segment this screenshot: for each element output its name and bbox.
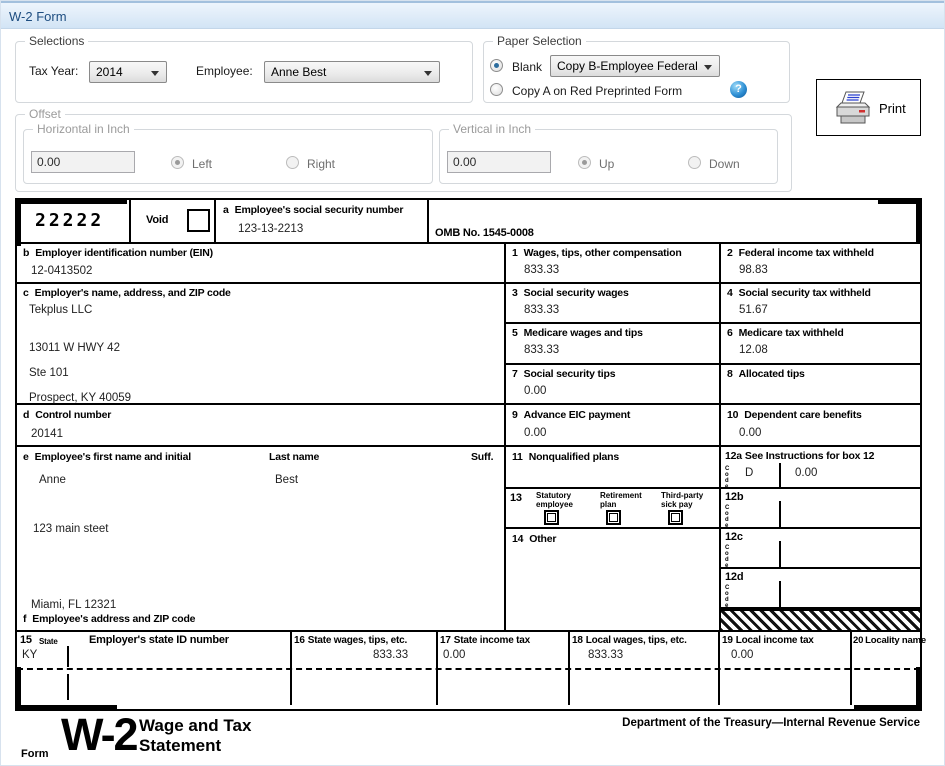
box-4-label: Social security tax withheld <box>738 287 871 299</box>
box-b-label: Employer identification number (EIN) <box>35 247 213 259</box>
employer-city: Prospect, KY 40059 <box>29 392 132 404</box>
box-18-label: Local wages, tips, etc. <box>585 635 687 646</box>
box-5-num: 5 <box>512 327 518 339</box>
vertical-offset-input[interactable] <box>447 151 551 173</box>
void-checkbox <box>187 209 210 232</box>
titlebar <box>1 1 944 29</box>
box-12a-num: 12a <box>725 450 742 462</box>
statutory-employee-label: Statutory employee <box>536 491 573 509</box>
box-16-value: 833.33 <box>373 649 409 661</box>
box-7-cell <box>506 365 721 405</box>
employer-name: Tekplus LLC <box>29 304 93 316</box>
box-14-num: 14 <box>512 533 524 545</box>
box-12b-cell <box>721 489 920 529</box>
statutory-employee-checkbox <box>544 510 559 525</box>
retirement-plan-label: Retirement plan <box>600 491 642 509</box>
suffix-label: Suff. <box>471 451 494 463</box>
box-15-num: 15 <box>20 634 32 646</box>
row-separator <box>17 668 920 670</box>
box-2-value: 98.83 <box>739 264 768 276</box>
box-10-label: Dependent care benefits <box>744 409 862 421</box>
box-9-cell <box>506 405 721 447</box>
employer-addr1: 13011 W HWY 42 <box>29 342 120 354</box>
employee-address: 123 main steet <box>33 523 109 535</box>
paper-selection-group-label: Paper Selection <box>493 34 586 48</box>
box-2-num: 2 <box>727 247 733 259</box>
divider <box>779 463 781 487</box>
box-13-cell <box>506 489 721 529</box>
corner-mark <box>854 705 922 711</box>
void-label: Void <box>146 214 169 226</box>
box-6-num: 6 <box>727 327 733 339</box>
box-18-num: 18 <box>572 635 583 646</box>
treasury-dept-label: Department of the Treasury—Internal Revenue Service <box>622 717 920 729</box>
tax-year-dropdown[interactable] <box>89 61 167 83</box>
box-6-label: Medicare tax withheld <box>738 327 844 339</box>
control-code: 22222 <box>35 210 105 231</box>
box-d-label: Control number <box>35 409 112 421</box>
box-3-label: Social security wages <box>523 287 629 299</box>
box-15-id-label: Employer's state ID number <box>89 634 229 646</box>
box-12d-code-word: Code <box>725 585 730 609</box>
box-5-value: 833.33 <box>524 344 560 356</box>
box-b-num: b <box>23 247 30 259</box>
blank-radio-label: Blank <box>512 60 543 74</box>
box-14-cell <box>506 529 721 630</box>
box-7-label: Social security tips <box>523 368 616 380</box>
control-code-cell <box>17 200 131 244</box>
box-e-num: e <box>23 451 29 463</box>
employee-value: Anne Best <box>271 65 327 79</box>
box-11-num: 11 <box>512 451 523 463</box>
copy-a-radio-label: Copy A on Red Preprinted Form <box>512 84 683 98</box>
box-19-value: 0.00 <box>731 649 754 661</box>
box-4-value: 51.67 <box>739 304 768 316</box>
third-party-sick-pay-label: Third-party sick pay <box>661 491 704 509</box>
box-c-cell <box>17 284 506 405</box>
box-20-num: 20 <box>853 635 864 646</box>
box-a-cell <box>216 200 429 244</box>
vertical-offset-label: Vertical in Inch <box>449 122 535 136</box>
box-12d-cell <box>721 569 920 609</box>
control-number-value: 20141 <box>31 428 63 440</box>
box-b-cell <box>17 244 506 284</box>
selections-group-label: Selections <box>25 34 88 48</box>
last-name-label: Last name <box>269 451 320 463</box>
box-16-num: 16 <box>294 635 305 646</box>
print-button-label: Print <box>879 101 906 116</box>
box-1-num: 1 <box>512 247 518 259</box>
state-row <box>17 632 926 705</box>
box-20-label: Locality name <box>865 635 926 646</box>
box-c-num: c <box>23 287 29 299</box>
omb-cell <box>429 200 920 244</box>
box-16-label: State wages, tips, etc. <box>307 635 408 646</box>
box-2-label: Federal income tax withheld <box>738 247 874 259</box>
box-12b-num: 12b <box>725 491 744 503</box>
employee-label: Employee: <box>196 64 253 78</box>
copy-type-dropdown[interactable] <box>550 55 720 77</box>
box-10-cell <box>721 405 920 447</box>
box-12a-code: D <box>745 467 754 479</box>
box-f-label: Employee's address and ZIP code <box>32 613 196 625</box>
box-19-label: Local income tax <box>735 635 814 646</box>
box-9-value: 0.00 <box>524 427 547 439</box>
divider <box>779 581 781 607</box>
blank-radio[interactable] <box>490 59 503 72</box>
divider <box>779 541 781 567</box>
statement-line1: Wage and Tax <box>139 716 252 735</box>
box-e-label: Employee's first name and initial <box>34 451 192 463</box>
box-e-cell <box>17 447 506 630</box>
down-radio[interactable] <box>688 156 701 169</box>
divider <box>779 501 781 527</box>
box-10-num: 10 <box>727 409 739 421</box>
retirement-plan-checkbox <box>606 510 621 525</box>
box-3-num: 3 <box>512 287 518 299</box>
employee-city: Miami, FL 12321 <box>31 599 117 611</box>
print-button[interactable] <box>816 79 921 136</box>
box-10-value: 0.00 <box>739 427 762 439</box>
last-name-value: Best <box>275 474 299 486</box>
box-4-num: 4 <box>727 287 733 299</box>
form-word: Form <box>21 748 49 760</box>
box-17-num: 17 <box>440 635 451 646</box>
third-party-sick-pay-checkbox <box>668 510 683 525</box>
box-12a-cell <box>721 447 920 489</box>
box-3-value: 833.33 <box>524 304 560 316</box>
left-radio[interactable] <box>171 156 184 169</box>
box-6-cell <box>721 324 920 365</box>
box-17-value: 0.00 <box>443 649 466 661</box>
box-4-cell <box>721 284 920 324</box>
box-12c-code-word: Code <box>725 545 730 569</box>
box-11-cell <box>506 447 721 489</box>
help-icon[interactable]: ? <box>730 81 747 98</box>
box-12c-cell <box>721 529 920 569</box>
ein-value: 12-0413502 <box>31 265 93 277</box>
up-radio[interactable] <box>578 156 591 169</box>
box-12d-num: 12d <box>725 571 744 583</box>
box-9-label: Advance EIC payment <box>523 409 631 421</box>
box-5-label: Medicare wages and tips <box>523 327 643 339</box>
box-2-cell <box>721 244 920 284</box>
up-radio-label: Up <box>599 157 615 171</box>
offset-group-label: Offset <box>25 107 65 121</box>
omb-number: OMB No. 1545-0008 <box>435 227 534 239</box>
tax-year-value: 2014 <box>96 65 123 79</box>
statement-title <box>139 716 251 756</box>
box-5-cell <box>506 324 721 365</box>
box-f-num: f <box>23 613 27 625</box>
box-1-value: 833.33 <box>524 264 560 276</box>
employer-addr2: Ste 101 <box>29 367 69 379</box>
box-12b-code-word: Code <box>725 505 730 529</box>
horizontal-offset-input[interactable] <box>31 151 135 173</box>
copy-a-radio[interactable] <box>490 83 503 96</box>
tax-year-label: Tax Year: <box>29 64 79 78</box>
right-radio[interactable] <box>286 156 299 169</box>
w2-form-preview <box>15 198 926 711</box>
box-d-cell <box>17 405 506 447</box>
box-6-value: 12.08 <box>739 344 768 356</box>
copy-type-value: Copy B-Employee Federal <box>557 59 698 73</box>
printer-icon <box>833 90 873 126</box>
box-12a-code-word: Code <box>725 466 730 490</box>
box-12a-label: See Instructions for box 12 <box>744 450 875 462</box>
right-radio-label: Right <box>307 157 336 171</box>
box-19-num: 19 <box>722 635 733 646</box>
left-radio-label: Left <box>192 157 213 171</box>
w2-logo: W-2 <box>61 709 137 760</box>
box-9-num: 9 <box>512 409 518 421</box>
horizontal-offset-label: Horizontal in Inch <box>33 122 134 136</box>
window-title: W-2 Form <box>9 9 67 24</box>
statement-line2: Statement <box>139 736 222 755</box>
hatched-area <box>721 609 920 632</box>
box-d-num: d <box>23 409 30 421</box>
box-11-label: Nonqualified plans <box>528 451 620 463</box>
box-1-label: Wages, tips, other compensation <box>523 247 682 259</box>
box-3-cell <box>506 284 721 324</box>
employee-dropdown[interactable] <box>264 61 440 83</box>
box-1-cell <box>506 244 721 284</box>
void-cell <box>131 200 216 244</box>
box-8-cell <box>721 365 920 405</box>
box-17-label: State income tax <box>453 635 531 646</box>
ssn-value: 123-13-2213 <box>238 223 304 235</box>
box-8-num: 8 <box>727 368 733 380</box>
box-a-label: Employee's social security number <box>234 204 404 216</box>
box-8-label: Allocated tips <box>738 368 805 380</box>
box-7-value: 0.00 <box>524 385 547 397</box>
down-radio-label: Down <box>709 157 740 171</box>
box-12a-value: 0.00 <box>795 467 818 479</box>
state-value: KY <box>22 649 38 661</box>
tick <box>67 674 69 700</box>
tick <box>67 646 69 667</box>
box-c-label: Employer's name, address, and ZIP code <box>34 287 231 299</box>
box-12c-num: 12c <box>725 531 743 543</box>
first-name-value: Anne <box>39 474 66 486</box>
box-18-value: 833.33 <box>588 649 624 661</box>
box-15-state-label: State <box>39 637 58 646</box>
box-a-num: a <box>223 204 229 216</box>
box-7-num: 7 <box>512 368 518 380</box>
box-13-num: 13 <box>510 492 522 504</box>
box-14-label: Other <box>529 533 557 545</box>
